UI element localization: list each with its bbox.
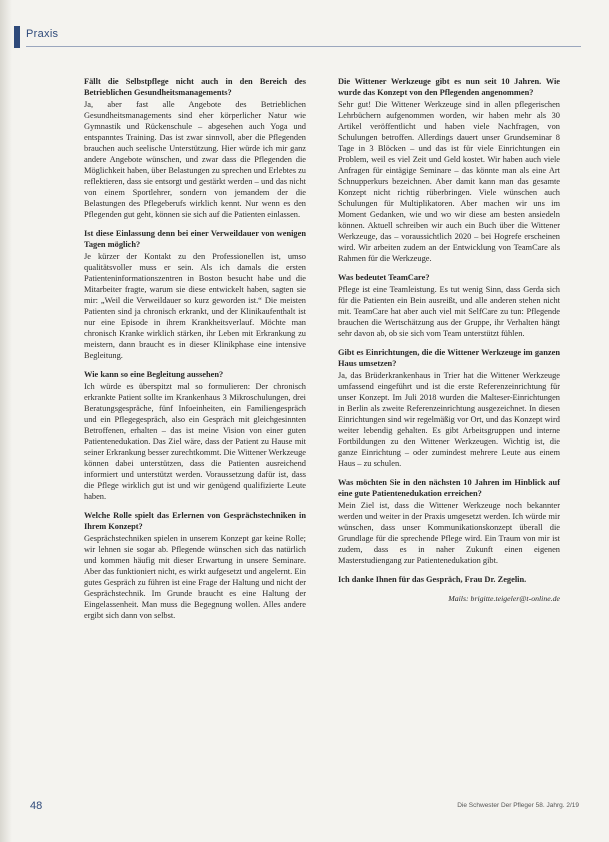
- interview-answer: Gesprächstechniken spielen in unserem Konzept gar keine Rolle; wir lehnen sie sogar ab. Pflegende wünschen sich das natürlich und kommen häufig mit dieser Erwartung in unsere Seminare. Aber das funktioniert nicht, es wirkt aufgesetzt und angelernt. Ein gutes Gespräch zu führen ist eine Frage der Haltung und nicht der Gesprächstechnik. Im Grunde braucht es eine Haltung der Eingelassenheit. Man muss die Begegnung wollen. Alles andere ergibt sich dann von selbst.: [84, 534, 306, 620]
- interview-question: Was bedeutet TeamCare?: [338, 273, 430, 282]
- section-accent-bar: [14, 26, 20, 48]
- page-number: 48: [30, 800, 43, 812]
- closing-thanks: Ich danke Ihnen für das Gespräch, Frau Dr. Zegelin.: [338, 575, 527, 584]
- interview-answer: Sehr gut! Die Wittener Werkzeuge sind in allen pflegerischen Lehrbüchern aufgenommen worden, wir haben mehr als 30 Artikel veröffentlicht und haben viele Nachfragen, von Schulungen betroffen. Allerdings dauert unser Grundseminar 8 Tage in 3 Blöcken – und das ist für viele Einrichtungen ein Problem, weil es viel Zeit und Geld kostet. Wir haben auch viele Anfragen für eintägige Seminare – das könnte man als eine Art Schnupperkurs bezeichnen. Aber damit kann man das gesamte Konzept nicht richtig rüberbringen. Viele wünschen auch Schulungen für Multiplikatoren. Aber machen wir uns im Moment Gedanken, wie und wo wir diese am besten ansiedeln können. Aktuell schreiben wir auch ein Buch über die Wittener Werkzeuge, das – voraussichtlich 2020 – bei Hogrefe erscheinen wird. Wir arbeiten zudem an der Entwicklung von TeamCare als Rahmen für die Werkzeuge.: [338, 100, 560, 263]
- author-contact-credit: Mails: brigitte.teigeler@t-online.de: [448, 594, 560, 604]
- interview-question: Was möchten Sie in den nächsten 10 Jahren im Hinblick auf eine gute Patientenedukation erreichen?: [338, 478, 560, 498]
- interview-question: Fällt die Selbstpflege nicht auch in den Bereich des Betrieblichen Gesundheitsmanagements?: [84, 77, 306, 97]
- publication-source: Die Schwester Der Pfleger 58. Jahrg. 2/19: [457, 802, 579, 809]
- interview-question: Welche Rolle spielt das Erlernen von Gesprächstechniken in Ihrem Konzept?: [84, 511, 306, 531]
- interview-answer: Je kürzer der Kontakt zu den Professionellen ist, umso qualitätsvoller muss er sein. Als ich damals die ersten Patienteninformationszentren in Boston besucht habe und die Mitarbeiter fragte, warum sie diese entwickelt haben, sagten sie mir: „Weil die Verweildauer so kurz geworden ist.“ Die meisten Patienten sind ja chronisch erkrankt, und der Klinikaufenthalt ist nur eine Episode in ihrem Krankheitsverlauf. Möchte man chronisch Kranke wirklich stärken, ihr Leben mit Erkrankung zu meistern, dann braucht es in dieser Klinikphase eine intensive Begleitung.: [84, 252, 306, 360]
- interview-question: Gibt es Einrichtungen, die die Wittener Werkzeuge im ganzen Haus umsetzen?: [338, 348, 560, 368]
- interview-question: Die Wittener Werkzeuge gibt es nun seit 10 Jahren. Wie wurde das Konzept von den Pflegenden angenommen?: [338, 77, 560, 97]
- interview-answer: Mein Ziel ist, dass die Wittener Werkzeuge noch bekannter werden und weiter in der Praxis umgesetzt werden. Ich würde mir wünschen, dass unser Kommunikationskonzept überall die Grundlage für die sprechende Pflege wird. Ein Traum von mir ist zudem, dass es in naher Zukunft einen eigenen Masterstudiengang zur Patientenedukation gibt.: [338, 501, 560, 565]
- interview-answer: Pflege ist eine Teamleistung. Es tut wenig Sinn, dass Gerda sich für die Patienten ein Bein ausreißt, und alle anderen stehen nicht mit. TeamCare hat aber auch viel mit SelfCare zu tun: Pflegende brauchen die Wertschätzung aus der Gruppe, ihr Verhalten hängt sehr davon ab, ob sie sich vom Team unterstützt fühlen.: [338, 285, 560, 338]
- interview-answer: Ich würde es überspitzt mal so formulieren: Der chronisch erkrankte Patient sollte im Krankenhaus 3 Mikroschulungen, drei Beratungsgespräche, fünf Infoeinheiten, ein Familiengespräch und ein Pflegegespräch, also ein Gespräch mit gleichgesinnten Betroffenen, erhalten – das ist meine Vision von einer guten Patientenedukation. Das Ziel wäre, dass der Patient zu Hause mit seiner Erkrankung besser zurechtkommt. Die Wittener Werkzeuge können dabei unterstützen, dass die Patienten ausreichend informiert und unterstützt werden. Voraussetzung dafür ist, dass die Pflege wirklich gut ist und wir genügend qualifizierte Leute haben.: [84, 382, 306, 501]
- right-column: [338, 76, 560, 612]
- interview-answer: Ja, das Brüderkrankenhaus in Trier hat die Wittener Werkzeuge umfassend eingeführt und ist die erste Referenzeinrichtung für unser Konzept. Im Juli 2018 wurden die Malteser-Einrichtungen in Berlin als zweite Referenzeinrichtung ausgezeichnet. In diesen Einrichtungen sind wir regelmäßig vor Ort, und das Konzept wird weiter lebendig gehalten. Es gibt Arbeitsgruppen und interne Fortbildungen zu den Wittener Werkzeugen. Wichtig ist, die ganze Einrichtung – oder zumindest mehrere Leute aus einem Haus – zu schulen.: [338, 371, 560, 468]
- page-spine-shadow: [0, 0, 12, 842]
- interview-answer: Ja, aber fast alle Angebote des Betrieblichen Gesundheitsmanagements sind eher körperlicher Natur wie Gymnastik und Rückenschule – abgesehen auch Yoga und entspanntes Training. Das ist zwar sinnvoll, aber die Pflegenden brauchen auch seelische Unterstützung. Hier würde ich mir ganz andere Angebote wünschen, und zwar dass die Pflegenden die Möglichkeit haben, über Belastungen zu sprechen und Erlebtes zu reflektieren, dass sie entsorgt und gestärkt werden – und das nicht von einem Sportlehrer, sondern von jemandem der die Belastungen des Pflegeberufs wirklich kennt. Nur wenn es den Pflegenden gut geht, können sie sich auf die Patienten einlassen.: [84, 100, 306, 219]
- header-divider: [26, 46, 581, 47]
- interview-question: Wie kann so eine Begleitung aussehen?: [84, 370, 224, 379]
- left-column: [84, 76, 306, 629]
- section-label: Praxis: [26, 28, 59, 40]
- interview-question: Ist diese Einlassung denn bei einer Verweildauer von wenigen Tagen möglich?: [84, 229, 306, 249]
